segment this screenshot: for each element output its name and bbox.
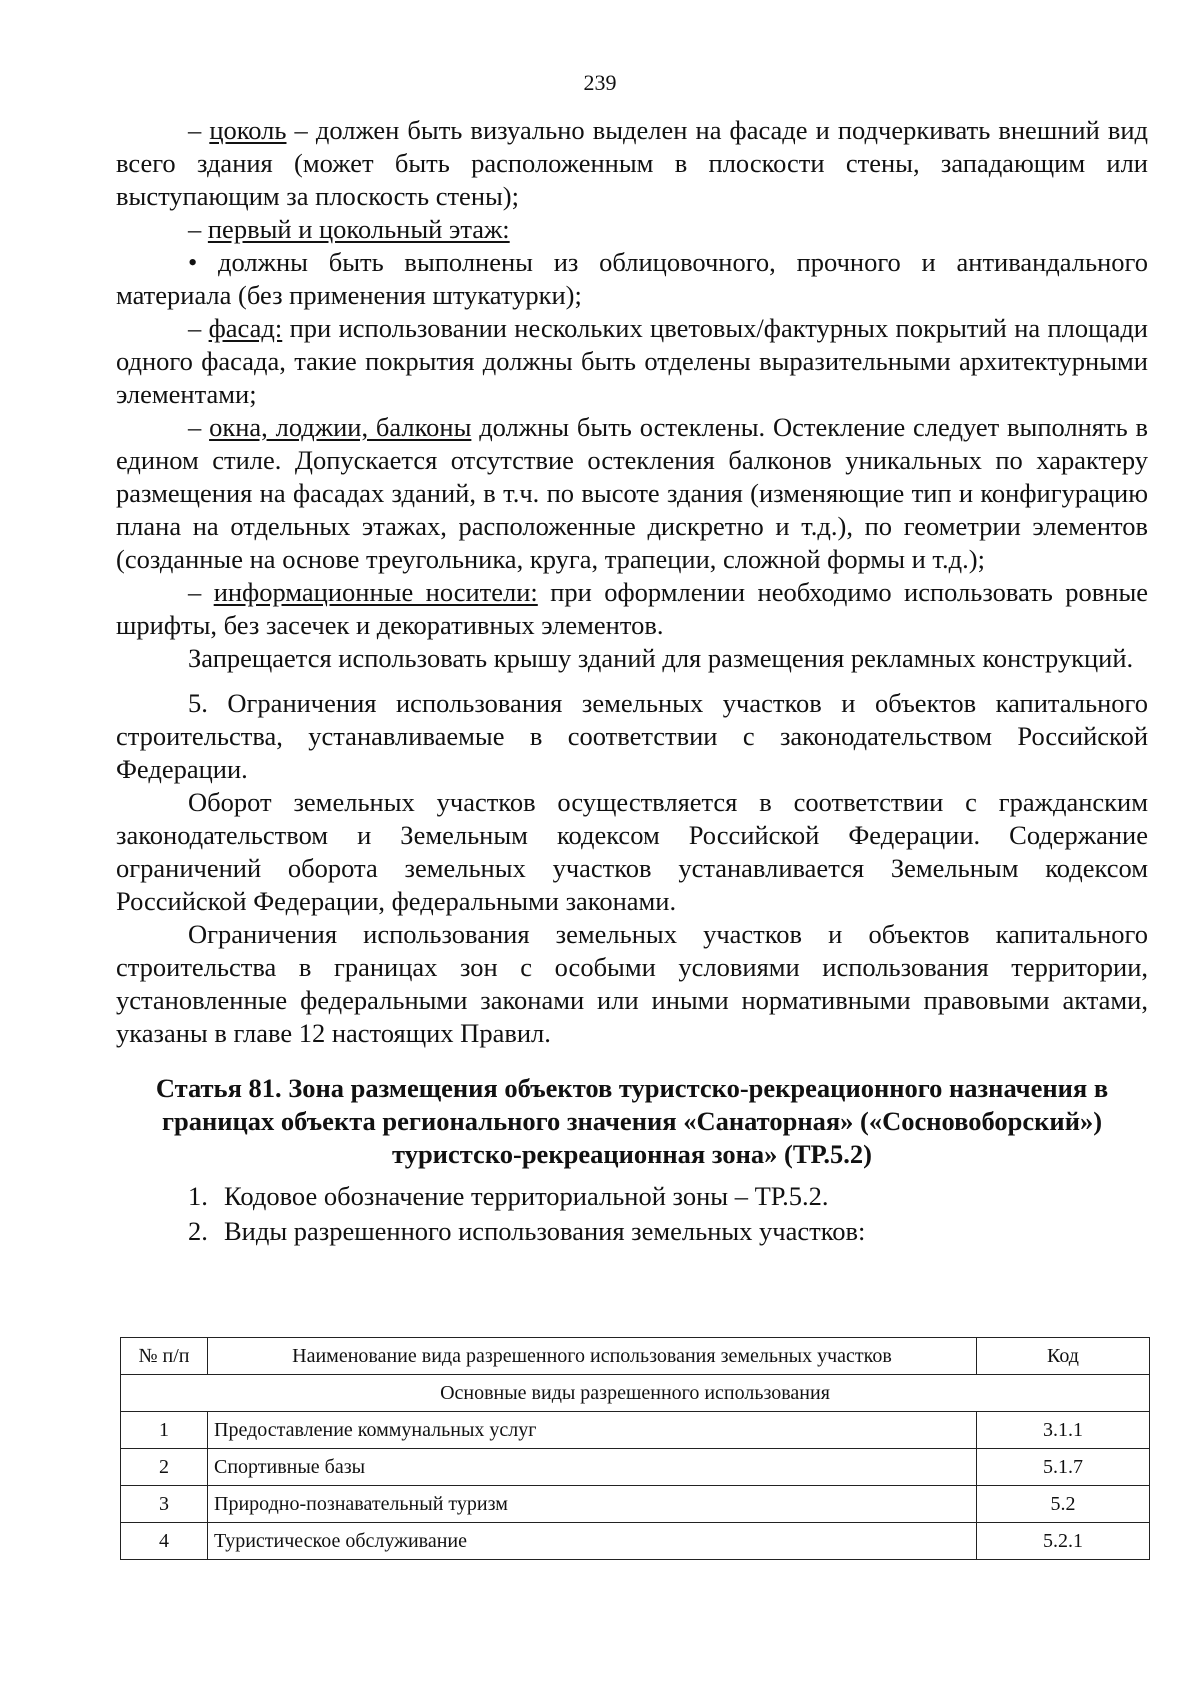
paragraph-first-floor: [116, 213, 1148, 246]
list-item-text: Кодовое обозначение территориальной зоны – ТР.5.2.: [224, 1181, 829, 1211]
paragraph-materials: [116, 246, 1148, 312]
paragraph-text: при использовании нескольких цветовых/фактурных покрытий на площади одного фасада, такие покрытия должны быть отделены выразительными архитектурными элементами;: [116, 313, 1148, 409]
section-title: Основные виды разрешенного использования: [121, 1375, 1150, 1412]
list-item-number: 2.: [188, 1216, 208, 1246]
cell-name: Спортивные базы: [208, 1449, 977, 1486]
paragraph-text: при оформлении необходимо использовать ровные шрифты, без засечек и декоративных элементов.: [116, 577, 1149, 640]
cell-code: 5.2.1: [977, 1523, 1150, 1560]
term-info-carriers: информационные носители:: [213, 577, 538, 607]
table-row: [121, 1412, 1150, 1449]
bullet-icon: •: [188, 247, 198, 277]
cell-name: Предоставление коммунальных услуг: [208, 1412, 977, 1449]
article-items: [116, 1179, 1148, 1249]
paragraph-roof-ban: Запрещается использовать крышу зданий для размещения рекламных конструкций.: [188, 643, 1134, 673]
list-item-text: Виды разрешенного использования земельных участков:: [224, 1216, 866, 1246]
cell-num: 2: [121, 1449, 208, 1486]
term-facade: фасад:: [208, 313, 283, 343]
dash: –: [188, 115, 210, 145]
list-item: [188, 1179, 1148, 1214]
paragraph-facade: [116, 312, 1148, 411]
dash: –: [188, 214, 208, 244]
cell-num: 4: [121, 1523, 208, 1560]
cell-name: Природно-познавательный туризм: [208, 1486, 977, 1523]
paragraph-restrictions: Ограничения использования земельных участков и объектов капитального строительства в границах зон с особыми условиями использования территории, установленные федеральными законами или иными нормативными правовыми актами, указаны в главе 12 настоящих Правил.: [116, 919, 1148, 1048]
paragraph-text: – должен быть визуально выделен на фасаде и подчеркивать внешний вид всего здания (может быть расположенным в плоскости стены, западающим или выступающим за плоскость стены);: [116, 115, 1149, 211]
dash: –: [188, 313, 209, 343]
article-heading: Статья 81. Зона размещения объектов туристско-рекреационного назначения в границах объекта регионального значения «Санаторная» («Сосновоборский») туристско-рекреационная зона» (ТР.5.2): [155, 1073, 1109, 1169]
cell-code: 5.2: [977, 1486, 1150, 1523]
permitted-uses-table: [120, 1337, 1150, 1560]
paragraph-windows: [116, 411, 1148, 576]
paragraph-text: должны быть выполнены из облицовочного, прочного и антивандального материала (без применения штукатурки);: [116, 247, 1148, 310]
dash: –: [188, 577, 214, 607]
term-windows: окна, лоджии, балконы: [209, 412, 472, 442]
document-body: [116, 114, 1148, 1249]
table-row: [121, 1486, 1150, 1523]
paragraph-plinth: [116, 114, 1148, 213]
page-number: 239: [583, 70, 617, 95]
list-item-number: 1.: [188, 1181, 208, 1211]
list-item: [188, 1214, 1148, 1249]
paragraph-section-5: 5. Ограничения использования земельных участков и объектов капитального строительства, устанавливаемые в соответствии с законодательством Российской Федерации.: [116, 688, 1148, 784]
header-code: Код: [977, 1338, 1150, 1375]
paragraph-text: должны быть остеклены. Остекление следует выполнять в едином стиле. Допускается отсутствие остекления балконов уникальных по характеру размещения на фасадах зданий, в т.ч. по высоте здания (изменяющие тип и конфигурацию плана на отдельных этажах, расположенные дискретно и т.д.), по геометрии элементов (созданные на основе треугольника, круга, трапеции, сложной формы и т.д.);: [116, 412, 1148, 574]
term-plinth: цоколь: [209, 115, 287, 145]
header-name: Наименование вида разрешенного использования земельных участков: [208, 1338, 977, 1375]
table-header-row: [121, 1338, 1150, 1375]
dash: –: [188, 412, 210, 442]
table-section-row: [121, 1375, 1150, 1412]
cell-num: 3: [121, 1486, 208, 1523]
paragraph-info-carriers: [116, 576, 1148, 642]
cell-num: 1: [121, 1412, 208, 1449]
table-row: [121, 1449, 1150, 1486]
cell-code: 3.1.1: [977, 1412, 1150, 1449]
paragraph-land-turnover: Оборот земельных участков осуществляется в соответствии с гражданским законодательством и Земельным кодексом Российской Федерации. Содержание ограничений оборота земельных участков устанавливается Земельным кодексом Российской Федерации, федеральными законами.: [116, 787, 1148, 916]
term-first-floor: первый и цокольный этаж:: [207, 214, 510, 244]
cell-code: 5.1.7: [977, 1449, 1150, 1486]
table-row: [121, 1523, 1150, 1560]
header-num: № п/п: [121, 1338, 208, 1375]
cell-name: Туристическое обслуживание: [208, 1523, 977, 1560]
